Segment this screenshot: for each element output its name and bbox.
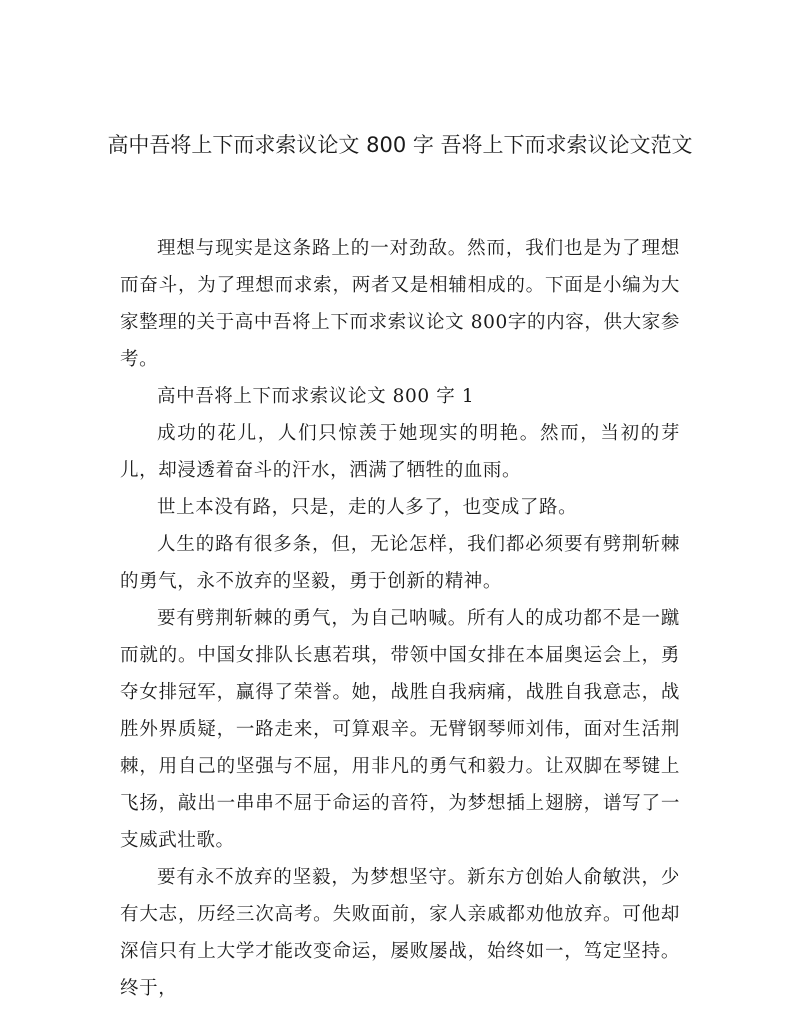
- body-paragraph: 人生的路有很多条，但，无论怎样，我们都必须要有劈荆斩棘的勇气，永不放弃的坚毅，勇于创新的精神。: [120, 534, 680, 592]
- body-paragraph: 成功的花儿，人们只惊羡于她现实的明艳。然而，当初的芽儿，却浸透着奋斗的汗水，洒满了牺牲的血雨。: [120, 423, 680, 481]
- intro-paragraph: 理想与现实是这条路上的一对劲敌。然而，我们也是为了理想而奋斗，为了理想而求索，两者又是相辅相成的。下面是小编为大家整理的关于高中吾将上下而求索议论文 800字的内容，供大家参考。: [120, 238, 680, 370]
- document-body: [120, 230, 680, 1007]
- section-heading: 高中吾将上下而求索议论文 800 字 1: [157, 386, 475, 407]
- document-title: 高中吾将上下而求索议论文 800 字 吾将上下而求索议论文范文: [107, 133, 693, 157]
- body-paragraph: 世上本没有路，只是，走的人多了，也变成了路。: [157, 497, 578, 518]
- body-paragraph: 要有劈荆斩棘的勇气，为自己呐喊。所有人的成功都不是一蹴而就的。中国女排队长惠若琪，带领中国女排在本届奥运会上，勇夺女排冠军，赢得了荣誉。她，战胜自我病痛，战胜自我意志，战胜外界质疑，一路走来，可算艰辛。无臂钢琴师刘伟，面对生活荆棘，用自己的坚强与不屈，用非凡的勇气和毅力。让双脚在琴键上飞扬，敲出一串串不屈于命运的音符，为梦想插上翅膀，谱写了一支威武壮歌。: [120, 608, 680, 851]
- body-paragraph: 要有永不放弃的坚毅，为梦想坚守。新东方创始人俞敏洪，少有大志，历经三次高考。失败面前，家人亲戚都劝他放弃。可他却深信只有上大学才能改变命运，屡败屡战，始终如一，笃定坚持。终于，: [120, 867, 680, 999]
